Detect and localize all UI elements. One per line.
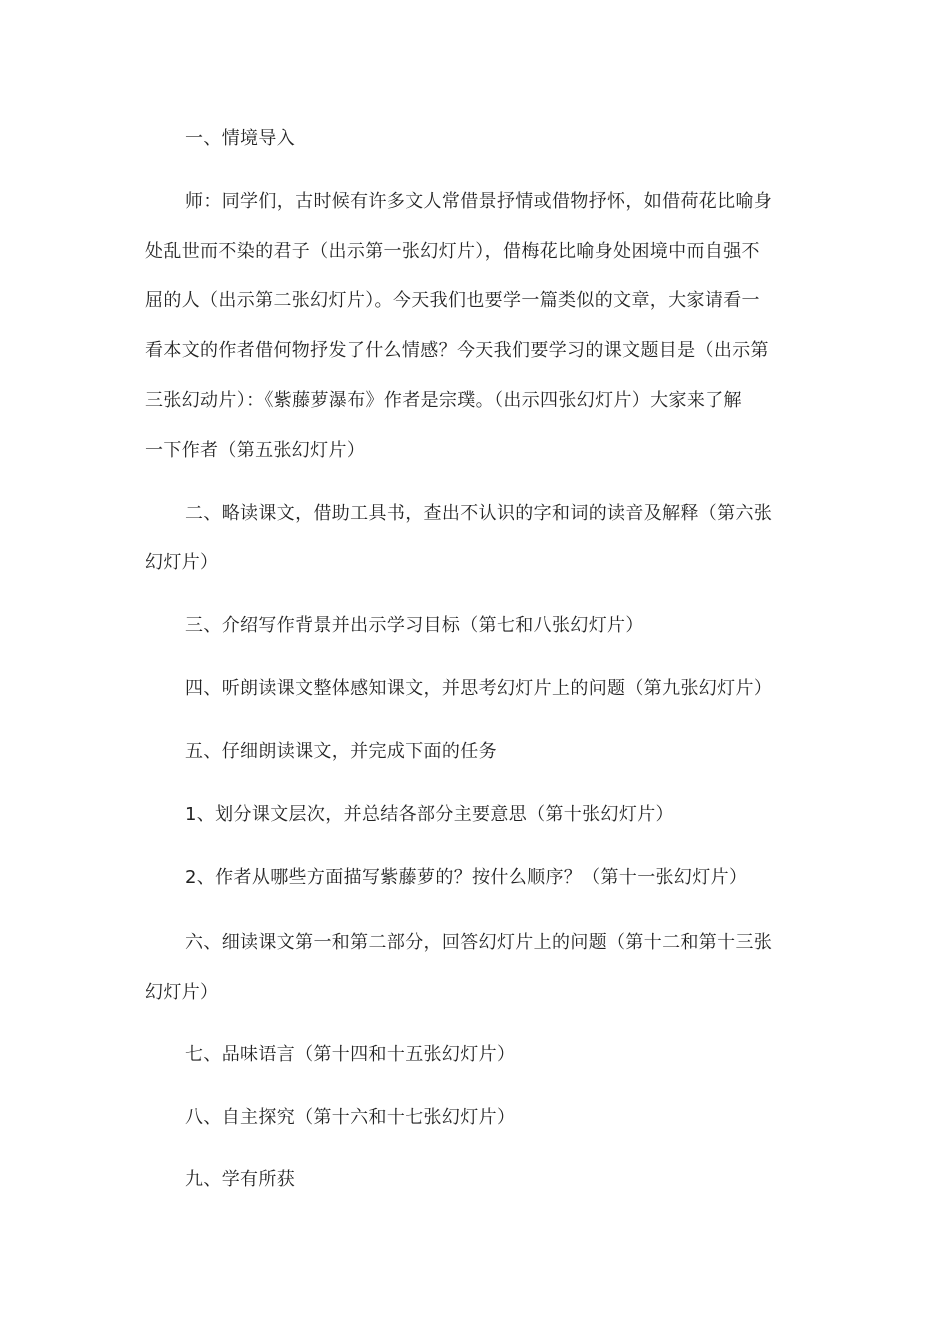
section-heading-listen: 四、听朗读课文整体感知课文，并思考幻灯片上的问题（第九张幻灯片） [185,678,773,699]
paragraph-line: 处乱世而不染的君子（出示第一张幻灯片），借梅花比喻身处困境中而自强不 [145,241,760,262]
paragraph-line: 屈的人（出示第二张幻灯片）。今天我们也要学一篇类似的文章，大家请看一 [145,290,760,311]
section-heading-intro: 一、情境导入 [185,128,296,149]
paragraph-line: 一下作者（第五张幻灯片） [145,440,366,461]
section-heading-skim: 二、略读课文，借助工具书，查出不认识的字和词的读音及解释（第六张 [185,503,773,524]
task-item-1: 1、划分课文层次，并总结各部分主要意思（第十张幻灯片） [185,804,674,825]
section-heading-background: 三、介绍写作背景并出示学习目标（第七和八张幻灯片） [185,615,644,636]
section-heading-explore: 八、自主探究（第十六和十七张幻灯片） [185,1107,516,1128]
task-item-2: 2、作者从哪些方面描写紫藤萝的？按什么顺序？（第十一张幻灯片） [185,867,748,888]
paragraph-line: 幻灯片） [145,552,219,573]
section-heading-language: 七、品味语言（第十四和十五张幻灯片） [185,1044,516,1065]
paragraph-line: 幻灯片） [145,982,219,1003]
section-heading-gains: 九、学有所获 [185,1169,296,1190]
paragraph-line: 师：同学们，古时候有许多文人常借景抒情或借物抒怀，如借荷花比喻身 [185,191,773,212]
paragraph-line: 三张幻动片）：《紫藤萝瀑布》作者是宗璞。（出示四张幻灯片）大家来了解 [145,390,742,411]
paragraph-line: 看本文的作者借何物抒发了什么情感？今天我们要学习的课文题目是（出示第 [145,340,769,361]
section-heading-read: 五、仔细朗读课文，并完成下面的任务 [185,741,497,762]
section-heading-close-read: 六、细读课文第一和第二部分，回答幻灯片上的问题（第十二和第十三张 [185,932,773,953]
